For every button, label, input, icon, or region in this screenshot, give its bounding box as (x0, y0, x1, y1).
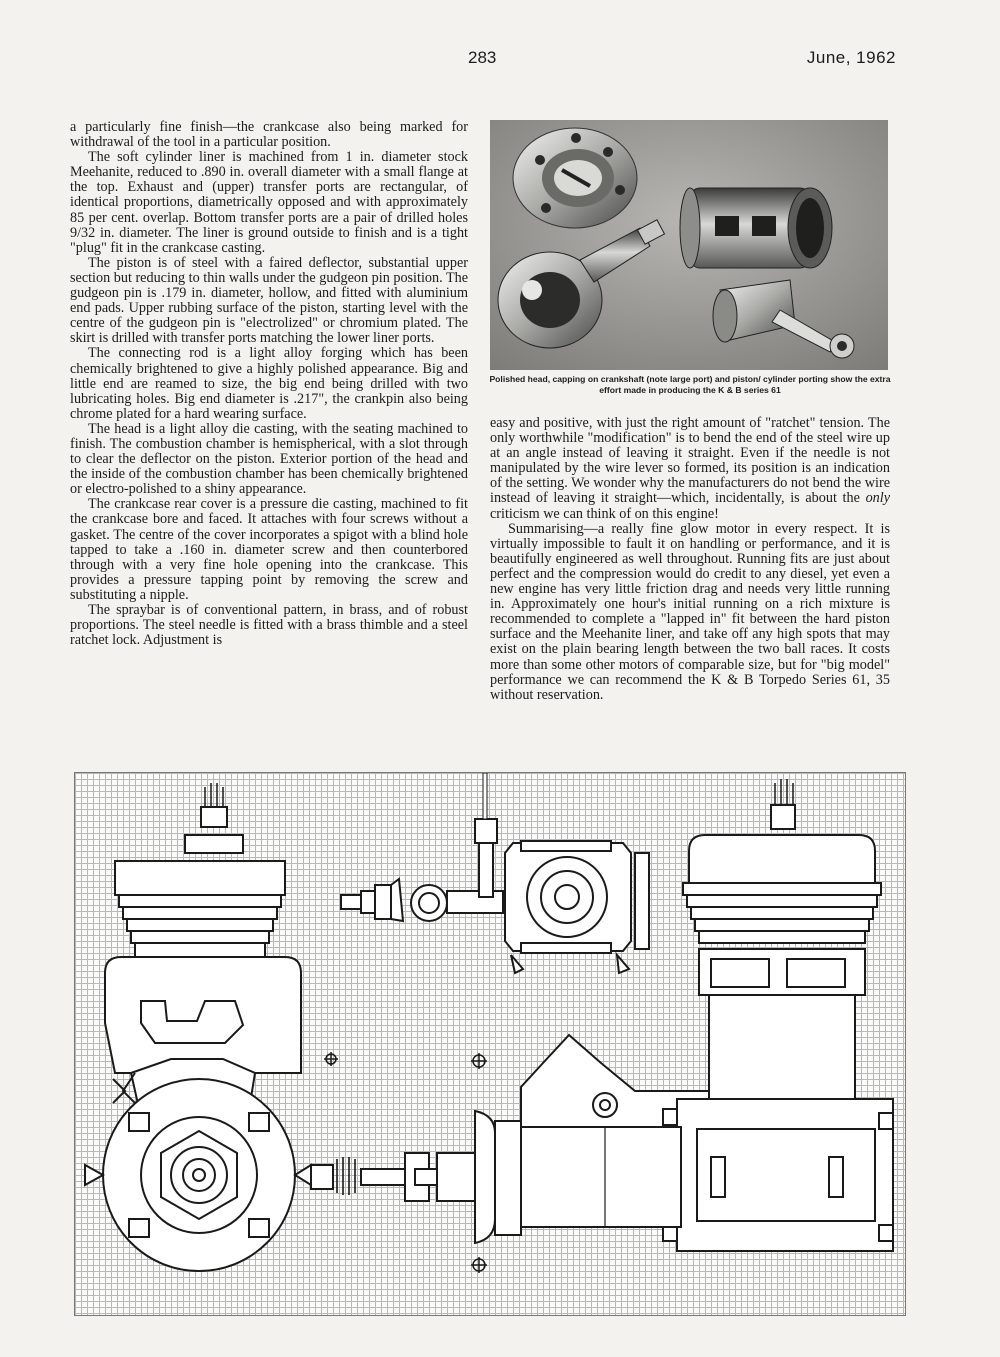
article-paragraph: The crankcase rear cover is a pressure die casting, machined to fit the crankcase bore and faced. It attaches with four screws without a gasket. The centre of the cover incorporates a spigot with a blind hole tapped to take a .160 in. diameter screw and then counterbored through with a very fine hole opening into the crankcase. This provides a pressure tapping point by removing the screw and substituting a nipple. (70, 496, 468, 603)
article-emphasis: only (865, 490, 890, 507)
article-paragraph: The piston is of steel with a faired deflector, substantial upper section but reducing to thin walls under the gudgeon pin position. The gudgeon pin is .179 in. diameter, hollow, and fitted with aluminium end pads. Upper rubbing surface of the piston, starting level with the centre of the gudgeon pin is "electrolized" or chromium plated. The skirt is drilled with transfer ports matching the lower liner ports. (70, 254, 468, 347)
article-paragraph: The connecting rod is a light alloy forging which has been chemically brightened to give a highly polished appearance. Big and little end are reamed to size, the big end being drilled with two lubricating holes. Big end diameter is .217", the crankpin also being chrome plated for a hard wearing surface. (70, 345, 468, 422)
article-paragraph: Summarising—a really fine glow motor in every respect. It is virtually impossible to fault it on handling or performance, and it is beautifully engineered as well throughout. Running fits are just about perfect and the compression would do credit to any diesel, yet even a new engine has very little friction drag and needs very little running in. Approximately one hour's initial running on a rich mixture is recommended to complete a "lapped in" fit between the hard piston surface and the Meehanite liner, and take off any high spots that may exist on the plain bearing length between the two ball races. It costs more than some other motors of comparable size, but for "big model" performance we can recommend the K & B Torpedo Series 61, 35 without reservation. (490, 520, 890, 703)
photo-caption: Polished head, capping on crankshaft (note large port) and piston/ cylinder porting show the extra effort made in producing the K & B series 61 (489, 374, 891, 395)
engine-parts-photo (490, 120, 888, 370)
page-header (0, 48, 1000, 78)
article-left-column (70, 120, 468, 648)
article-text: criticism we can think of on this engine! (490, 505, 719, 522)
issue-date: June, 1962 (806, 48, 896, 67)
page-number: 283 (468, 48, 497, 67)
engine-parts-photo-graphic (490, 120, 888, 370)
article-paragraph: The head is a light alloy die casting, with the seating machined to finish. The combustion chamber is hemispherical, with a slot through to clear the deflector on the piston. Exterior portion of the head and the inside of the combustion chamber has been chemically brightened or electro-polished to a shiny appearance. (70, 420, 468, 498)
article-text: easy and positive, with just the right amount of "ratchet" tension. The only worthwhile "modification" is to bend the end of the steel wire up at an angle instead of leaving it straight. Even if the needle is not manipulated by the wire lever so formed, its position is an indication of the setting. We wonder why the manufacturers do not bend the wire instead of leaving it straight—which, incidentally, is about the (490, 415, 890, 507)
article-paragraph: The spraybar is of conventional pattern, in brass, and of robust proportions. The steel needle is fitted with a brass thimble and a steel ratchet lock. Adjustment is (70, 602, 468, 649)
article-right-column (490, 416, 890, 703)
article-paragraph: a particularly fine finish—the crankcase also being marked for withdrawal of the tool in a particular position. (70, 119, 468, 151)
engine-drawing-graphic (75, 773, 905, 1315)
article-paragraph (490, 416, 890, 522)
engine-technical-drawing (74, 772, 906, 1316)
article-paragraph: The soft cylinder liner is machined from 1 in. diameter stock Meehanite, reduced to .890 in. overall diameter with a small flange at the top. Exhaust and (upper) transfer ports are rectangular, of identical proportions, diametrically opposed and with approximately 85 per cent. overlap. Bottom transfer ports are a pair of drilled holes 9/32 in. diameter. The liner is ground outside to finish and is a tight "plug" fit in the crankcase casting. (70, 149, 468, 256)
